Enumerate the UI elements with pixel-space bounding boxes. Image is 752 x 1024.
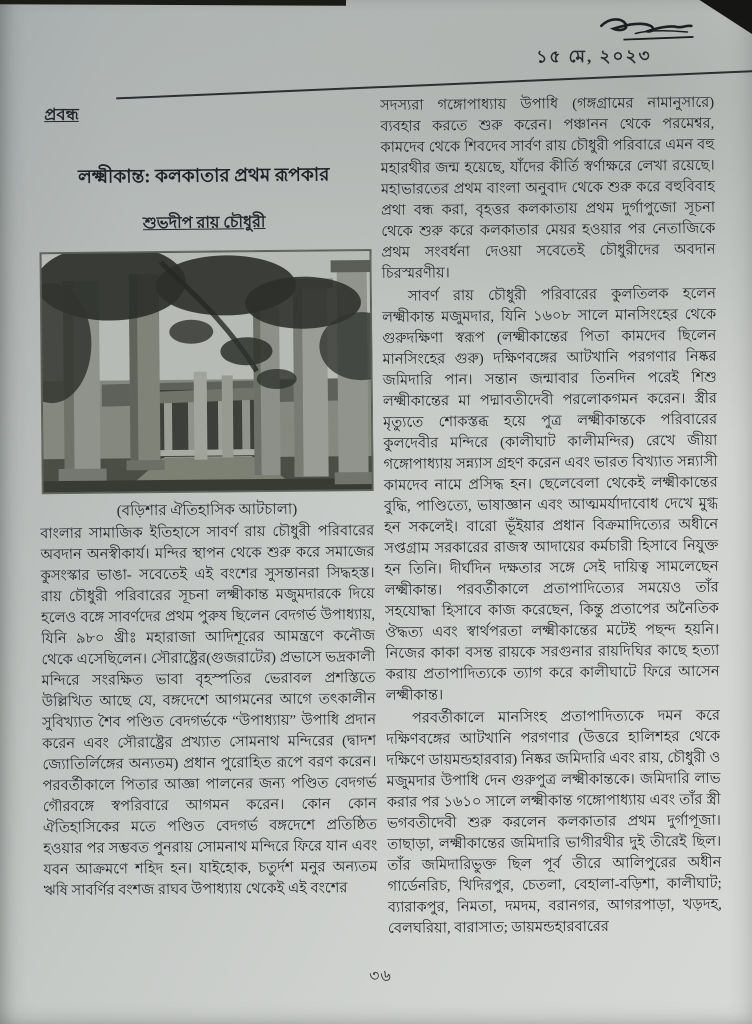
article-columns bbox=[36, 93, 722, 961]
article-figure bbox=[39, 249, 372, 524]
page-number: ৩৬ bbox=[368, 967, 392, 986]
issue-date: ১৫ মে, ২০২৩ bbox=[536, 46, 652, 67]
article-title: লক্ষ্মীকান্ত: কলকাতার প্রথম রূপকার bbox=[78, 165, 330, 188]
article-paragraph: পরবর্তীকালে মানসিংহ প্রতাপাদিত্যকে দমন করে দক্ষিণবঙ্গের আটখানি পরগণার (উত্তরে হালিশহর থেকে দক্ষিণে ডায়মন্ডহারবার) নিষ্কর জমিদারি এবং রায়, চৌধুরী ও মজুমদার উপাধি দেন গুরুপুত্র লক্ষ্মীকান্তকে। জমিদারি লাভ করার পর ১৬১০ সালে লক্ষ্মীকান্ত গঙ্গোপাধ্যায় এবং তাঁর স্ত্রী ভগবতীদেবী শুরু করলেন কলকাতার প্রথম দুর্গাপূজা। তাছাড়া, লক্ষ্মীকান্তের জমিদারি ভাগীরথীর দুই তীরেই ছিল। তাঁর জমিদারিভুক্ত ছিল পূর্ব তীরে আলিপুরের অধীন গার্ডেনরিচ, খিদিরপুর, চেতলা, বেহালা-বড়িশা, কালীঘাট; ব্যারাকপুর, নিমতা, দমদম, বরানগর, আগরপাড়া, খড়দহ, বেলঘরিয়া, বারাসাত; ডায়মন্ডহারবারের bbox=[386, 707, 722, 937]
article-paragraph: সদস্যরা গঙ্গোপাধ্যায় উপাধি (গঙ্গগ্রামের নামানুসারে) ব্যবহার করতে শুরু করেন। পঞ্চানন থেকে পরমেশ্বর, কামদেব থেকে শিবদেব সার্বণ রায় চৌধুরী পরিবারে এমন বহু মহারথীর জন্ম হয়েছে, যাঁদের কীর্তি স্বর্ণাক্ষরে লেখা রয়েছে। মহাভারতের প্রথম বাংলা অনুবাদ থেকে শুরু করে বহুবিবাহ প্রথা বন্ধ করা, বৃহত্তর কলকাতায় প্রথম দুর্গাপুজো সূচনা থেকে শুরু করে কলকাতার মেয়র হওয়ার পর নেতাজিকে প্রথম সংবর্ধনা দেওয়া সবেতেই চৌধুরীদের অবদান চিরস্মরণীয়। bbox=[380, 94, 716, 282]
article-paragraph: সাবর্ণ রায় চৌধুরী পরিবারের কুলতিলক হলেন লক্ষ্মীকান্ত মজুমদার, যিনি ১৬০৮ সালে মানসিংহের থেকে গুরুদক্ষিণা স্বরূপ (লক্ষ্মীকান্তের পিতা কামদেব ছিলেন মানসিংহের গুরু) দক্ষিণবঙ্গের আটখানি পরগণার নিষ্কর জমিদারি পান। সন্তান জন্মাবার তিনদিন পরেই শিশু লক্ষ্মীকান্তের মা পদ্মাবতীদেবী পরলোকগমন করেন। স্ত্রীর মৃত্যুতে শোকস্তব্ধ হয়ে পুত্র লক্ষ্মীকান্তকে পরিবারের কুলদেবীর মন্দিরে (কালীঘাট কালীমন্দির) রেখে জীয়া গঙ্গোপাধ্যায় সন্ন্যাস গ্রহণ করেন এবং ভারত বিখ্যাত সন্ন্যাসী কামদেব নামে প্রসিদ্ধ হন। ছেলেবেলা থেকেই লক্ষ্মীকান্তের বুদ্ধি, পাণ্ডিত্যে, ভাষাজ্ঞান এবং আত্মমর্যাদাবোধ দেখে মুগ্ধ হন সকলেই। বারো ভূঁইয়ার প্রধান বিক্রমাদিত্যের অধীনে সপ্তগ্রাম সরকারের রাজস্ব আদায়ের কর্মচারী হিসাবে নিযুক্ত হন তিনি। দীর্ঘদিন দক্ষতার সঙ্গে সেই দায়িত্ব সামলেছেন লক্ষ্মীকান্ত। পরবর্তীকালে প্রতাপাদিত্যের সময়েও তাঁর সহযোদ্ধা হিসাবে কাজ করেছেন, কিন্তু প্রতাপের অনৈতিক ঔদ্ধত্য এবং স্বার্থপরতা লক্ষ্মীকান্তের মটেই পছন্দ হয়নি। নিজের কাকা বসন্ত রায়কে সরগুনার রায়দিঘির কাছে হত্যা করায় প্রতাপাদিত্যকে ত্যাগ করে কালীঘাটে ফিরে আসেন লক্ষ্মীকান্ত। bbox=[382, 285, 720, 704]
section-label: প্রবন্ধ bbox=[44, 104, 79, 125]
right-column bbox=[380, 93, 722, 958]
article-paragraph: বাংলার সামাজিক ইতিহাসে সাবর্ণ রায় চৌধুরী পরিবারের অবদান অনস্বীকার্য। মন্দির স্থাপন থেকে শুরু করে সমাজের কুসংস্কার ভাঙা- সবেতেই এই বংশের সুসন্তানরা সিদ্ধহস্ত। রায় চৌধুরী পরিবারের সূচনা লক্ষ্মীকান্ত মজুমদারকে দিয়ে হলেও বঙ্গে সাবর্ণদের প্রথম পুরুষ ছিলেন বেদগর্ভ উপাধ্যায়, যিনি ৯৮০ খ্রীঃ মহারাজা আদিশূরের আমন্ত্রণে কনৌজ থেকে এসেছিলেন। সৌরাষ্ট্রের(গুজরাটের) প্রভাসে ভদ্রকালী মন্দিরে সংরক্ষিত ভাবা বৃহস্পতির ভেরাবল প্রশস্তিতে উল্লিখিত আছে যে, বঙ্গদেশে আগমনের আগে তৎকালীন সুবিখ্যাত শৈব পণ্ডিত বেদগর্ভকে “উপাধ্যায়” উপাধি প্রদান করেন এবং সৌরাষ্ট্রের প্রখ্যাত সোমনাথ মন্দিরের (দ্বাদশ জ্যোতির্লিঙ্গের অন্যতম) প্রধান পুরোহিত রূপে বরণ করেন। পরবর্তীকালে পিতার আজ্ঞা পালনের জন্য পণ্ডিত বেদগর্ভ গৌরবঙ্গে স্বপরিবারে আগমন করেন। কোন কোন ঐতিহাসিকের মতে পণ্ডিত বেদগর্ভ বঙ্গদেশে প্রতিষ্ঠিত হওয়ার পর সম্ভবত পুনরায় সোমনাথ মন্দিরে ফিরে যান এবং যবন আক্রমণে শহিদ হন। যাইহোক, চতুর্দশ মনুর অন্যতম ঋষি সাবর্ণির বংশজ রাঘব উপাধ্যায় থেকেই এই বংশের bbox=[40, 523, 378, 900]
author-byline: শুভদীপ রায় চৌধুরী bbox=[142, 214, 266, 233]
masthead-logo-icon bbox=[595, 13, 699, 44]
photo-caption: (বড়িশার ঐতিহাসিক আটচালা) bbox=[116, 502, 298, 520]
left-column bbox=[36, 96, 378, 961]
atchala-photo bbox=[39, 249, 373, 494]
